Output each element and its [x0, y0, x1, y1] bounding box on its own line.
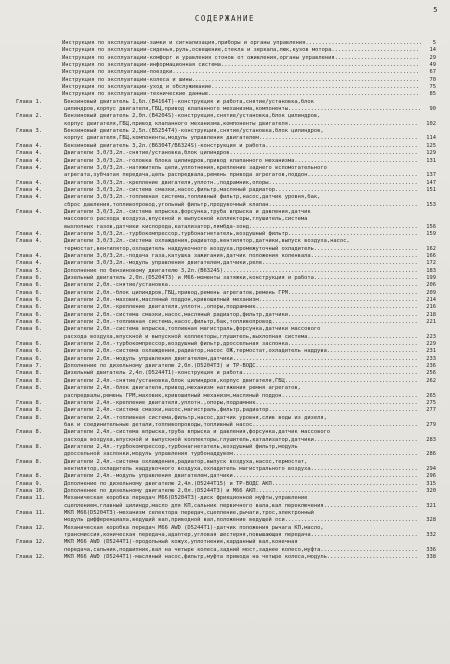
toc-page-number: 296 [426, 473, 436, 480]
toc-entry-text: Двигатели 2,4л.-крепление двигателя,уплотн.,опоры,подрамник.................................................. [64, 399, 418, 406]
toc-entry-text: Двигатели 2,4л.-снятие/установка,блок цилиндров,корпус двигателя,ГБЦ......................................... [64, 377, 418, 384]
toc-page-number: 183 [426, 267, 436, 274]
toc-entry [10, 113, 436, 128]
toc-page-number: 114 [426, 135, 436, 142]
toc-chapter-label: Глава 12. [16, 539, 46, 546]
toc-page-number: 147 [426, 179, 436, 186]
toc-entry-text: Двигатели 2,4л.-система смазки,насос,магистраль,фильтр,радиатор.............................................. [64, 407, 418, 414]
toc-chapter-label: Глава 9. [16, 480, 42, 487]
toc-entry [10, 363, 436, 370]
toc-chapter-label: Глава 4. [16, 238, 42, 245]
toc-chapter-label: Глава 6. [16, 355, 42, 362]
toc-page-number: 206 [426, 282, 436, 289]
toc-page-number: 49 [429, 62, 436, 69]
toc-entry-text: МКП M66(D5204T3)-механизм селектора передач,сцепление,рычаги,трос,электронный модуль дифференциала,ведущий вал,приводной вал,положение ведущей оси......................................... [64, 510, 418, 524]
toc-chapter-label: Глава 4. [16, 208, 42, 215]
toc-chapter-label: Глава 11. [16, 510, 46, 516]
toc-chapter-label: Глава 8. [16, 414, 42, 421]
toc-entry [10, 319, 436, 326]
toc-chapter-label: Глава 4. [16, 164, 42, 171]
toc-entry [10, 69, 436, 76]
toc-entry [10, 525, 436, 540]
toc-entry [10, 40, 436, 47]
toc-entry-text: МКП M66 AWD (D5244T1)-продольный кожух,уплотнения,карданный вал,конечная передача,сальник,подшипник,вал на четыре колеса,задний мост,заднее колесо,муфта.............................. [64, 539, 418, 553]
toc-page-number: 14 [429, 47, 436, 54]
toc-entry-text: Двигатели 3,0/3,2л.-турбокомпрессор,турбонагнетатель,воздушный фильтр........................................ [64, 230, 418, 237]
toc-entry [10, 128, 436, 143]
toc-entry-text: Дизельный двигатель 2,4л.(D5244T1)-конструкция и работа...................................................... [64, 370, 418, 377]
toc-entry-text: Бензиновый двигатель 1,6л.(B4164T)-конструкция и работа,снятие/установка,блок цилиндров,корпус двигателя,ГБЦ,привод клапанного механизма,компоненты......................................... [64, 98, 421, 113]
toc-entry [10, 356, 436, 363]
toc-entry-text: Механическая коробка передач M66(D5204T3)-диск фрикционной муфты,управление сцеплением,главный цилиндр,масло для КП,сальник первичного вала,вал переключения............................. [64, 495, 418, 509]
toc-chapter-label: Глава 4. [16, 194, 42, 201]
toc-entry [10, 297, 436, 304]
toc-page-number: 328 [426, 517, 436, 524]
toc-page-number: 216 [426, 304, 436, 311]
toc-chapter-label: Глава 8. [16, 370, 42, 377]
toc-entry-text: Инструкция по эксплуатации-поездки............................................................................ [62, 69, 419, 76]
toc-entry-text: Двигатели 2,0л.-снятие/установка............................................................................. [64, 282, 418, 289]
toc-entry [10, 407, 436, 414]
toc-chapter-label: Глава 4. [16, 186, 42, 193]
toc-chapter-label: Глава 8. [16, 407, 42, 414]
toc-page-number: 131 [426, 157, 436, 164]
toc-entry-text: Двигатели 2,4л.-блок двигателя,привод,механизм натяжения ремня агрегатов, распредвалы,ремень ГРМ,маховик,кривошипный механизм,масляный поддон.......................................... [64, 385, 418, 399]
toc-chapter-label: Глава 4. [16, 230, 42, 237]
toc-page-number: 336 [426, 546, 436, 553]
toc-entry [10, 554, 436, 561]
toc-page-number: 214 [426, 297, 436, 304]
toc-entry-text: Двигатели 2,0л.-система смазки,насос,масляный радиатор,фильтр,датчики........................................ [64, 311, 418, 318]
toc-page-number: 75 [429, 84, 436, 91]
toc-page-number: 156 [426, 223, 436, 230]
toc-entry-text: Двигатели 3,0/3,2л.-крепление двигателя,уплотн.,подрамник,опоры.............................................. [64, 179, 418, 186]
toc-page-number: 218 [426, 311, 436, 318]
toc-entry-text: Двигатели 3,0/3,2л.-топливная система,топливный фильтр,насос,датчик уровня,бак, сброс давления,топливопровод,угольный фильтр,продувочный клапан.............................................. [64, 194, 418, 208]
toc-page-number: 137 [426, 172, 436, 179]
toc-chapter-label: Глава 6. [16, 348, 42, 355]
toc-chapter-label: Глава 6. [16, 282, 42, 289]
toc-entry [10, 47, 436, 54]
toc-page-number: 129 [426, 150, 436, 157]
toc-entry [10, 495, 436, 510]
toc-entry-text: Двигатели 2,4л.-система впрыска,труба впрыска и давления,форсунка,датчик массового расхода воздуха,впускной и выпускной коллекторы,глушитель,катализатор,датчики................................ [64, 429, 418, 443]
toc-entry-text: Двигатели 3,0/3,2л.-снятие/установка,блок цилиндров.......................................................... [64, 150, 418, 157]
toc-chapter-label: Глава 10. [16, 487, 46, 494]
toc-entry-text: Двигатели 2,0л.-маховик,масляный поддон,кривошипный механизм................................................. [64, 297, 418, 304]
table-of-contents [10, 40, 436, 561]
toc-page-number: 315 [426, 480, 436, 487]
toc-entry-text: МКП M66 AWD (D5244T1)-масляный насос,фильтр,муфта привода на четыре колеса,модуль............................ [64, 554, 418, 561]
toc-entry-text: Инструкция по эксплуатации-замки и сигнализация,приборы и органы управления.................................... [62, 40, 423, 46]
toc-entry-text: Бензиновый двигатель 3,2л.(B6304T/B6324S)-конструкция и работа............................................... [64, 142, 418, 149]
toc-entry-text: Двигатели 3,0/3,2л.-система впрыска,форсунка,труба впрыска и давления,датчик массового расхода воздуха,впускной и выпускной коллекторы,глушитель,система выхлопных газов,датчики кислорода,катализатор,лямбда-зонд.................................................... [64, 208, 418, 230]
toc-chapter-label: Глава 6. [16, 304, 42, 311]
toc-chapter-label: Глава 6. [16, 319, 42, 326]
toc-entry-text: Двигатели 2,4л.-турбокомпрессор,турбонагнетатель,воздушный фильтр,модуль дроссельной заслонки,модуль управления турбонаддувом......................................................... [64, 443, 418, 458]
toc-entry [10, 238, 436, 253]
toc-entry-text: Двигатели 3,0/3,2л.-модуль управления двигателем,датчики,реле................................................ [64, 260, 418, 267]
toc-entry [10, 77, 436, 84]
toc-chapter-label: Глава 8. [16, 385, 42, 392]
toc-page-number: 90 [429, 106, 436, 113]
toc-page-number: 199 [426, 275, 436, 281]
toc-page-number: 236 [426, 363, 436, 370]
toc-chapter-label: Глава 6. [16, 311, 42, 318]
toc-page-number: 338 [426, 554, 436, 561]
toc-entry [10, 231, 436, 238]
toc-chapter-label: Глава 1. [16, 98, 42, 105]
toc-entry-text: Бензиновый двигатель 2,5л.(B5254T4)-конструкция,снятие/установка,блок цилиндров, корпус двигателя,ГБЦ,компоненты,модуль управления двигателем................................................. [64, 128, 418, 142]
toc-page-number: 29 [429, 54, 436, 61]
toc-entry [10, 62, 436, 69]
toc-page-number: 320 [426, 487, 436, 494]
toc-entry [10, 473, 436, 480]
toc-entry [10, 444, 436, 459]
toc-page-number: 277 [426, 407, 436, 414]
page-number: 5 [433, 6, 438, 14]
toc-entry [10, 415, 436, 430]
toc-chapter-label: Глава 8. [16, 399, 42, 406]
toc-chapter-label: Глава 11. [16, 495, 46, 502]
toc-entry-text: Дополнение по дизельному двигателю 2,0л.(D5244T3) и М66 АКП.................................................. [64, 487, 418, 494]
toc-page-number: 321 [426, 502, 436, 509]
toc-entry [10, 253, 436, 260]
toc-entry [10, 150, 436, 157]
toc-entry [10, 539, 436, 554]
toc-entry-text: Двигатели 2,0л.-система охлаждения,радиатор,насос ОЖ,термостат,охладитель наддува............................ [64, 348, 418, 355]
toc-entry [10, 55, 436, 62]
toc-page-number: 67 [429, 69, 436, 76]
toc-entry [10, 268, 436, 275]
toc-entry-text: Двигатели 2,0л.-блок цилиндров,ГБЦ,привод,ремень агрегатов,ремень ГРМ........................................ [64, 289, 418, 296]
toc-page-number: 286 [426, 451, 436, 458]
toc-entry [10, 158, 436, 165]
toc-entry [10, 385, 436, 400]
toc-entry [10, 488, 436, 495]
toc-chapter-label: Глава 2. [16, 113, 42, 120]
toc-chapter-label: Глава 6. [16, 275, 42, 281]
toc-entry [10, 143, 436, 150]
toc-entry-text: Инструкция по эксплуатации-информационная система............................................................. [62, 62, 419, 69]
toc-page-number: 151 [426, 186, 436, 193]
toc-entry-text: Дополнение по бензиновому двигателю 3,2л.(B6324S)............................................................ [64, 267, 418, 274]
toc-entry [10, 378, 436, 385]
toc-entry [10, 326, 436, 341]
toc-entry [10, 370, 436, 377]
toc-entry-text: Инструкция по эксплуатации-уход и обслуживание................................................................ [62, 84, 419, 91]
toc-entry [10, 180, 436, 187]
toc-entry [10, 459, 436, 474]
toc-chapter-label: Глава 7. [16, 363, 42, 370]
toc-entry [10, 510, 436, 525]
toc-entry [10, 260, 436, 267]
toc-page-number: 256 [426, 370, 436, 377]
toc-entry-text: Двигатели 2,0л.-турбокомпрессор,воздушный фильтр,дроссельная заслонка........................................ [64, 341, 418, 348]
toc-entry-text: Инструкция по эксплуатации-комфорт и уравления стонов от оживления,органы управления.......................... [62, 54, 419, 61]
toc-entry-text: Дополнение по дизельному двигателю 2,0л.(D5204T3) и ТР-ВОДС.................................................. [64, 363, 418, 370]
toc-page-number: 223 [426, 333, 436, 340]
toc-page-number: 153 [426, 201, 436, 208]
toc-entry [10, 84, 436, 91]
toc-entry-text: Бензиновый двигатель 2,0л.(B4204S)-конструкция,снятие/установка,блок цилиндров, корпус двигателя,ГБЦ,привод клапанного механизма,компоненты двигателя........................................ [64, 113, 418, 127]
toc-chapter-label: Глава 4. [16, 179, 42, 186]
toc-chapter-label: Глава 6. [16, 341, 42, 348]
toc-entry [10, 348, 436, 355]
toc-page-number: 5 [432, 40, 436, 46]
toc-entry-text: Дополнение по дизельному двигателю 2,4л.(D5244T15) и ТР-ВОДС АКП............................................. [64, 480, 418, 487]
toc-page-number: 125 [426, 142, 436, 149]
toc-page-number: 102 [426, 120, 436, 127]
toc-entry [10, 209, 436, 231]
toc-chapter-label: Глава 12. [16, 524, 46, 531]
toc-entry [10, 400, 436, 407]
toc-entry [10, 194, 436, 209]
toc-page-number: 166 [426, 252, 436, 259]
toc-entry-text: Двигатели 3,0/3,2л.-система охлаждения,радиатор,вентилятор,датчики,выпуск воздуха,насос, термостат,вентилятор,охладитель наддувочного воздуха,промежуточный охладитель................................ [64, 238, 418, 252]
toc-entry-text: Дизельный двигатель 2,0л.(D5204T3) и M66-моменты затяжки,конструкция и работа................................ [64, 275, 418, 281]
toc-page-number: 209 [426, 289, 436, 296]
toc-page-number: 265 [426, 392, 436, 399]
toc-entry-text: Двигатели 2,4л.-модуль управления двигателем,датчики......................................................... [64, 473, 418, 480]
toc-page-number: 262 [426, 377, 436, 384]
toc-entry [10, 165, 436, 180]
toc-entry-text: Двигатели 2,0л.-топливная система,насос,фильтр,бак,топливопровод............................................. [64, 319, 418, 326]
toc-entry-text: Двигатели 2,0л.-крепление двигателя,уплотн.,опоры,подрамник.................................................. [64, 304, 418, 311]
toc-chapter-label: Глава 8. [16, 429, 42, 436]
toc-entry-text: Инструкция по эксплуатации-технические данные................................................................. [62, 91, 419, 98]
toc-chapter-label: Глава 4. [16, 150, 42, 157]
toc-chapter-label: Глава 3. [16, 128, 42, 135]
toc-chapter-label: Глава 8. [16, 443, 42, 450]
toc-entry-text: Двигатели 2,4л.-система охлаждения,радиатор,выпуск воздуха,насос,термостат, вентилятор,охладитель наддувочного воздуха,охладитель магистрального воздуха................................. [64, 458, 418, 472]
page-title: СОДЕРЖАНИЕ [194, 14, 256, 23]
toc-entry [10, 91, 436, 98]
toc-entry-text: Двигатели 3,0/3,2л.-натяжитель цепи,уплотнения,крепление заднего вспомогательного агрегата,зубчатая передача,цепь распредвала,ремень привода агрегатов,поддон.................................. [64, 164, 418, 179]
toc-entry-text: Двигатели 2,4л.-топливная система,фильтр,насос,датчик уровня,слив воды из дизеля, бак и соединительные детали,топливопроводы,топливный насос................................................... [64, 414, 418, 428]
toc-page-number: 162 [426, 245, 436, 252]
toc-chapter-label: Глава 6. [16, 297, 42, 304]
toc-entry-text: Двигатели 3,0/3,2л.-подача газа,катушка зажигания,датчик положения коленвала................................. [64, 252, 418, 259]
toc-chapter-label: Глава 5. [16, 267, 42, 274]
toc-chapter-label: Глава 4. [16, 252, 42, 259]
toc-entry-text: Двигатели 2,0л.-система впрыска,топливная магистраль,форсунка,датчики массового расхода воздуха,впускной и выпускной коллекторы,глушитель,выхлопная система.................................. [64, 326, 418, 340]
toc-page-number: 229 [426, 341, 436, 348]
toc-entry-text: Двигатели 3,0/3,2л.-головка блока цилиндров,привод клапанного механизма...................................... [64, 157, 418, 164]
toc-chapter-label: Глава 8. [16, 377, 42, 384]
toc-chapter-label: Глава 4. [16, 142, 42, 149]
toc-entry [10, 341, 436, 348]
toc-chapter-label: Глава 8. [16, 458, 42, 465]
toc-page-number: 279 [426, 421, 436, 428]
toc-page-number: 275 [426, 399, 436, 406]
toc-entry [10, 99, 436, 114]
toc-entry-text: Двигатели 2,0л.-модуль управления двигателем,датчики......................................................... [64, 355, 418, 362]
toc-entry-text: Инструкция по эксплуатации-сиденья,руль,освещение,стекла и зеркала,люк,кузов мотора........................... [62, 47, 419, 54]
toc-page-number: 283 [426, 436, 436, 443]
toc-entry-text: Инструкция по эксплуатации-колеса и шины...................................................................... [62, 76, 419, 83]
toc-entry [10, 282, 436, 289]
toc-chapter-label: Глава 4. [16, 260, 42, 267]
toc-chapter-label: Глава 4. [16, 157, 42, 164]
toc-page-number: 70 [429, 76, 436, 83]
toc-page-number: 231 [426, 348, 436, 355]
toc-entry [10, 290, 436, 297]
toc-entry-text: Двигатели 3,0/3,2л.-система смазки,насос,фильтр,масляный радиатор............................................ [64, 186, 418, 193]
toc-page-number: 332 [426, 532, 436, 539]
toc-entry [10, 275, 436, 282]
toc-entry [10, 312, 436, 319]
toc-page-number: 294 [426, 465, 436, 472]
toc-entry-text: Механическая коробка передач M66 AWD (D5244T1)-датчик положения рычага КП,масло, трансмиссия,коническая передача,адаптер,угловая шестерня,повышающая передача................................. [64, 524, 418, 539]
toc-page-number: 172 [426, 260, 436, 267]
toc-page-number: 85 [429, 91, 436, 98]
toc-entry [10, 187, 436, 194]
toc-chapter-label: Глава 12. [16, 554, 46, 561]
toc-entry [10, 481, 436, 488]
toc-chapter-label: Глава 6. [16, 289, 42, 296]
toc-entry [10, 429, 436, 444]
toc-page-number: 159 [426, 230, 436, 237]
toc-page-number: 221 [426, 319, 436, 326]
toc-chapter-label: Глава 8. [16, 473, 42, 480]
toc-chapter-label: Глава 6. [16, 326, 42, 333]
toc-page-number: 233 [426, 355, 436, 362]
toc-entry [10, 304, 436, 311]
